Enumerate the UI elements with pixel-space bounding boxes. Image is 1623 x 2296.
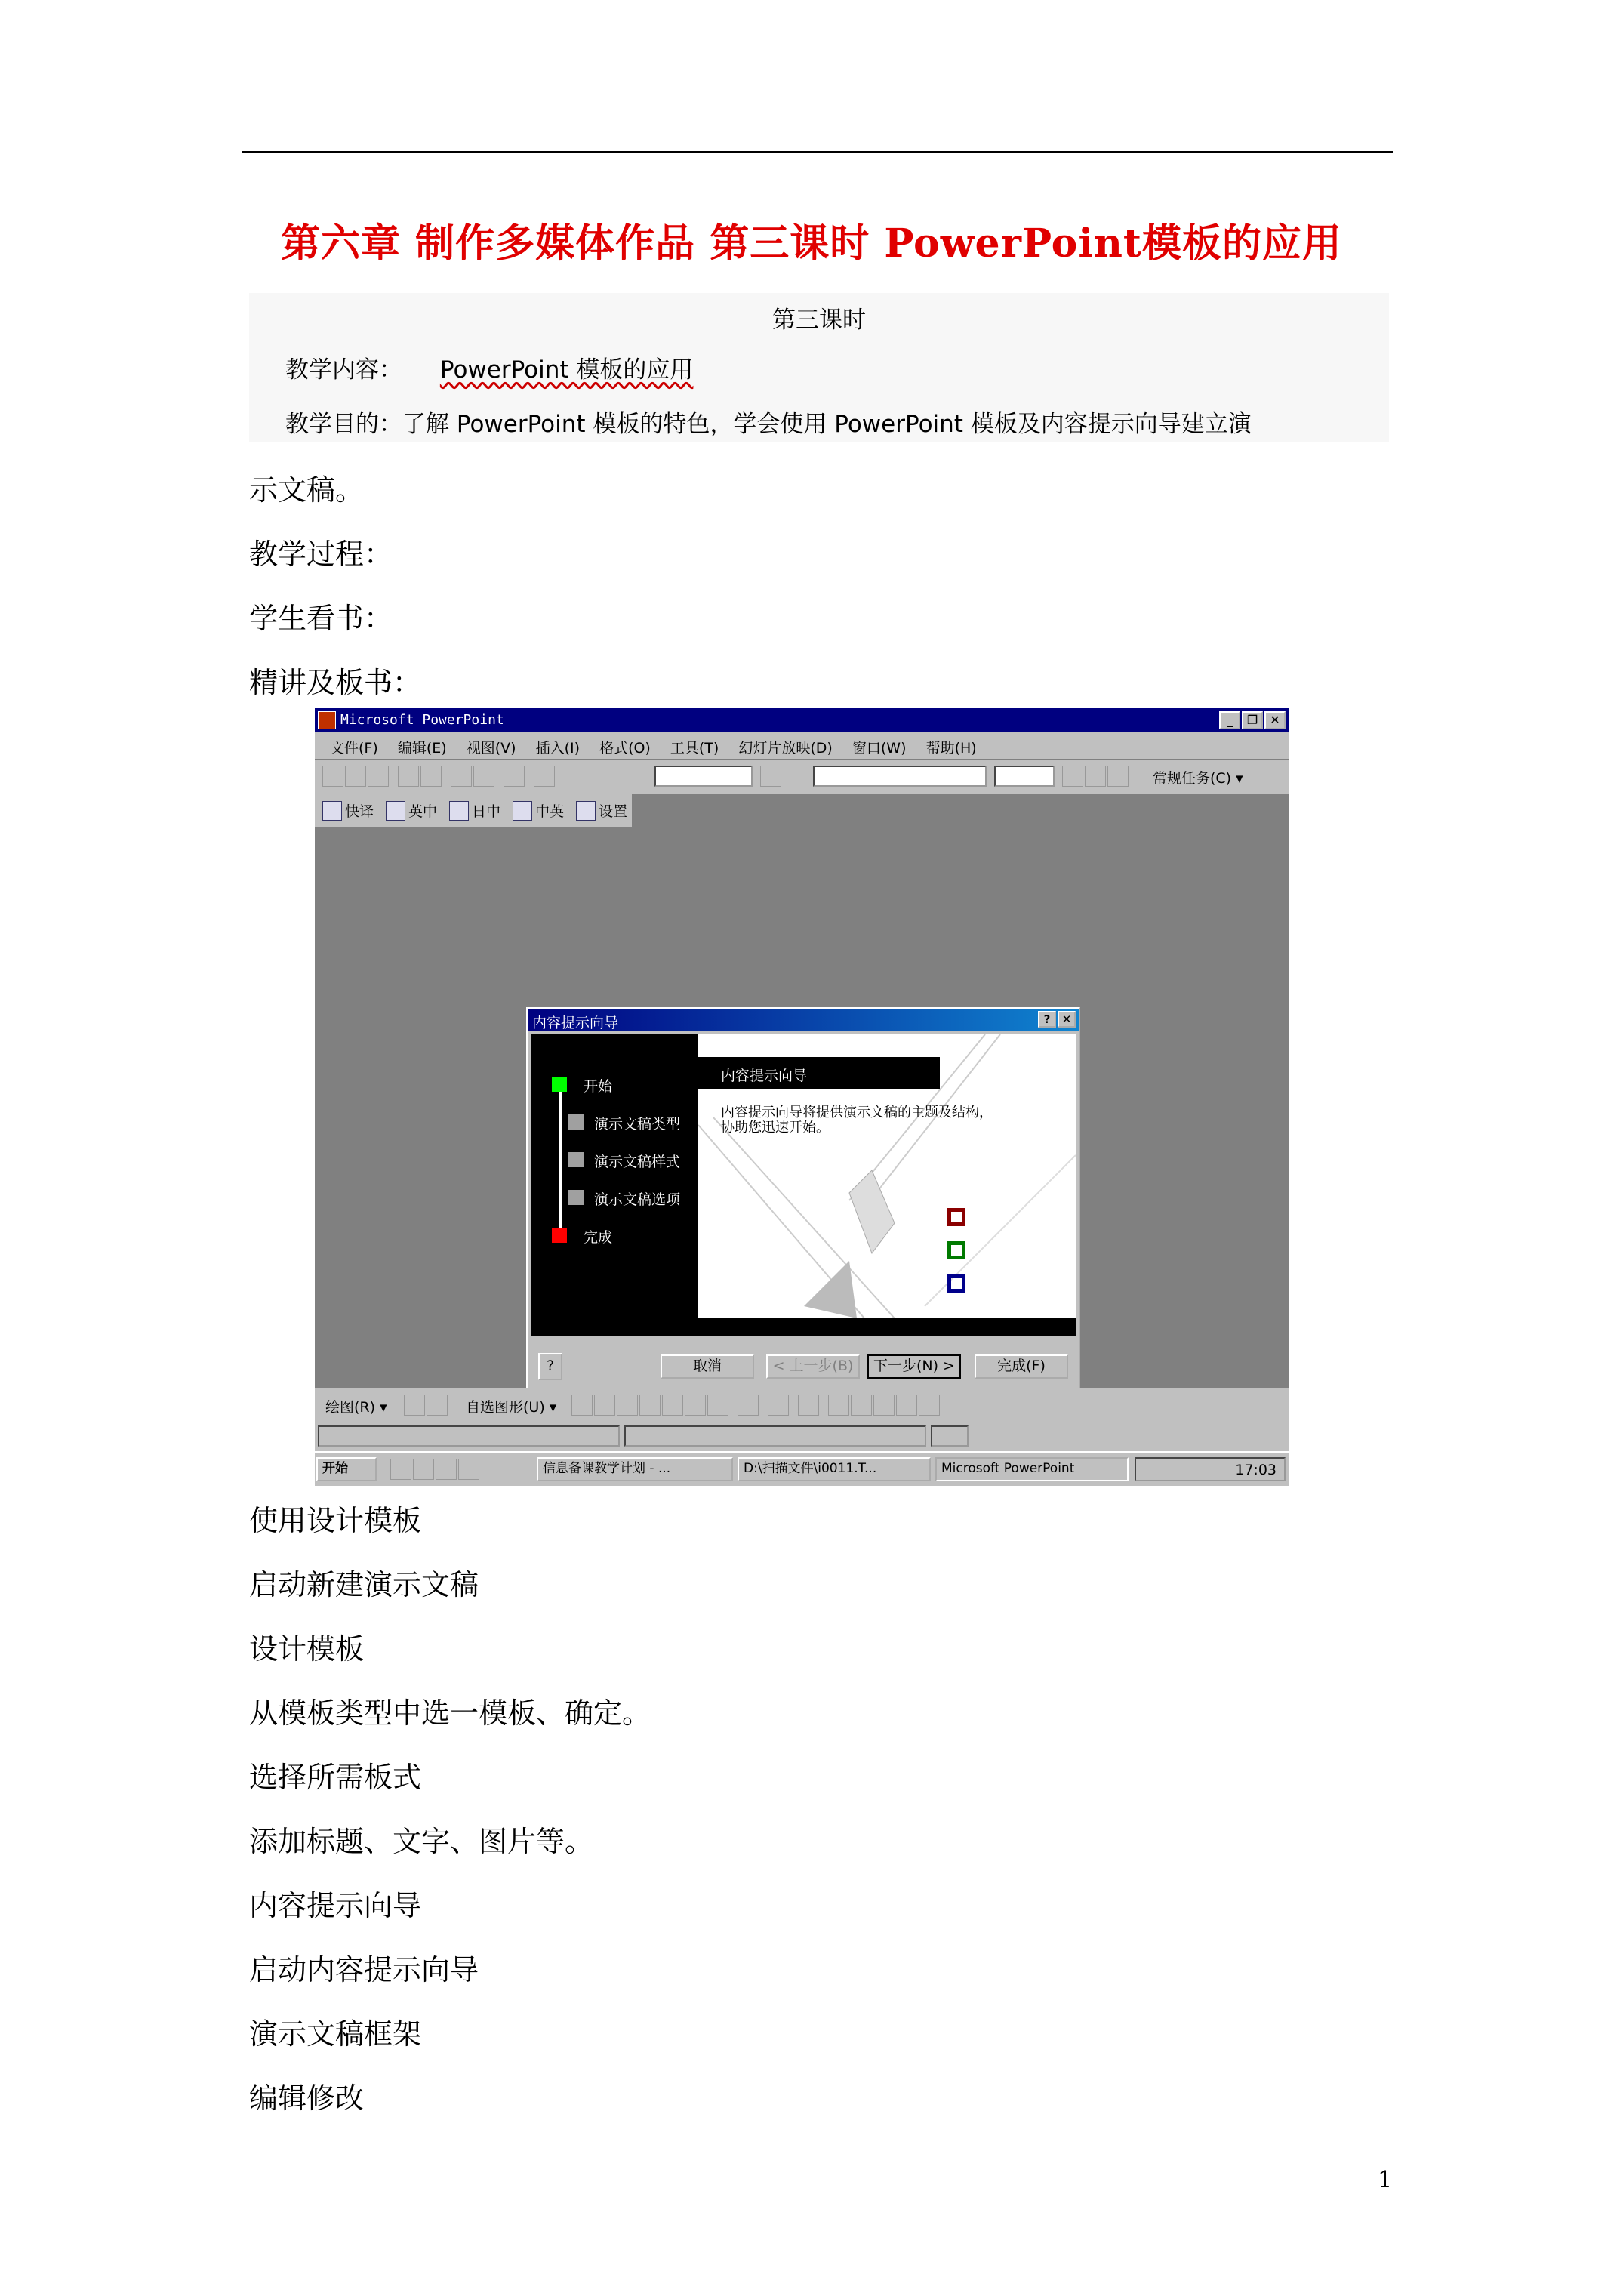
font-dropdown[interactable]	[813, 766, 987, 787]
settings-icon	[576, 801, 596, 821]
paragraph: 示文稿。	[249, 473, 365, 507]
menu-bar	[315, 732, 1289, 760]
arrow-style-icon[interactable]	[873, 1395, 895, 1416]
step-type[interactable]: 演示文稿类型	[594, 1116, 681, 1133]
translate-ja-zh[interactable]: 日中	[449, 800, 500, 821]
save-icon[interactable]	[368, 766, 389, 787]
line-style-icon[interactable]	[828, 1395, 849, 1416]
step-finish[interactable]: 完成	[584, 1229, 613, 1246]
back-button[interactable]: < 上一步(B)	[766, 1354, 860, 1379]
next-button[interactable]: 下一步(N) >	[867, 1354, 961, 1379]
taskbar-item-word[interactable]: 信息备课教学计划 - ...	[537, 1457, 733, 1481]
translate-settings[interactable]: 设置	[576, 800, 627, 821]
dialog-footer	[528, 1338, 1079, 1392]
translate-icon	[386, 801, 405, 821]
menu-help[interactable]: 帮助(H)	[925, 740, 977, 757]
translate-icon	[449, 801, 469, 821]
fill-color-icon[interactable]	[738, 1395, 759, 1416]
dialog-title: 内容提示向导	[532, 1015, 619, 1031]
paragraph: 教学过程：	[249, 538, 393, 571]
step-finish-marker	[552, 1228, 567, 1243]
autoshape-menu[interactable]: 自选图形(U) ▾	[466, 1399, 557, 1416]
zoom-dropdown[interactable]	[654, 766, 753, 787]
spelling-icon[interactable]	[420, 766, 442, 787]
paste-icon[interactable]	[473, 766, 494, 787]
content-row	[285, 350, 693, 384]
hyperlink-icon[interactable]	[534, 766, 555, 787]
system-tray	[1135, 1457, 1286, 1481]
document-title: 第六章 制作多媒体作品 第三课时 PowerPoint模板的应用	[281, 220, 1342, 267]
font-color-icon[interactable]	[798, 1395, 819, 1416]
textbox-icon[interactable]	[662, 1395, 683, 1416]
oval-icon[interactable]	[639, 1395, 661, 1416]
powerpoint-icon	[318, 711, 336, 729]
green-square-icon	[947, 1241, 965, 1259]
paragraph: 使用设计模板	[249, 1504, 422, 1537]
standard-toolbar	[315, 760, 1289, 794]
workspace	[315, 827, 1289, 1374]
scanned-heading	[249, 293, 1389, 442]
menu-format[interactable]: 格式(O)	[599, 740, 651, 757]
windows-taskbar	[315, 1451, 1289, 1486]
menu-view[interactable]: 视图(V)	[466, 740, 516, 757]
menu-insert[interactable]: 插入(I)	[535, 740, 581, 757]
line-color-icon[interactable]	[768, 1395, 789, 1416]
wizard-panel	[698, 1034, 1076, 1318]
panel-description: 内容提示向导将提供演示文稿的主题及结构，协助您迅速开始。	[721, 1105, 993, 1136]
panel-header	[698, 1057, 940, 1089]
undo-icon[interactable]	[504, 766, 525, 787]
clock: 17:03	[1235, 1462, 1277, 1478]
goal-row: 教学目的：了解 PowerPoint 模板的特色，学会使用 PowerPoint 模板及内容提示向导建立演	[285, 411, 1252, 438]
paragraph: 精讲及板书：	[249, 666, 422, 699]
menu-file[interactable]: 文件(F)	[330, 740, 378, 757]
clipart-icon[interactable]	[707, 1395, 728, 1416]
paragraph: 启动新建演示文稿	[249, 1568, 479, 1601]
paragraph: 启动内容提示向导	[249, 1953, 479, 1986]
content-value: PowerPoint 模板的应用	[439, 356, 694, 384]
outlook-icon[interactable]	[413, 1459, 434, 1480]
channels-icon[interactable]	[436, 1459, 457, 1480]
print-icon[interactable]	[398, 766, 419, 787]
powerpoint-screenshot	[315, 708, 1289, 1486]
start-button[interactable]: 开始	[316, 1457, 377, 1481]
line-icon[interactable]	[571, 1395, 593, 1416]
template-icons	[947, 1208, 965, 1308]
blue-square-icon	[947, 1274, 965, 1293]
help-icon[interactable]	[760, 766, 781, 787]
close-button[interactable]: ✕	[1264, 711, 1286, 729]
step-marker	[568, 1114, 584, 1130]
rotate-icon[interactable]	[427, 1395, 448, 1416]
dialog-body	[531, 1034, 1076, 1336]
restore-button[interactable]: ❐	[1242, 711, 1263, 729]
status-cell	[318, 1425, 620, 1447]
underline-icon[interactable]	[1107, 766, 1129, 787]
select-arrow-icon[interactable]	[404, 1395, 425, 1416]
drawing-toolbar	[315, 1388, 1289, 1422]
translate-toolbar	[315, 794, 632, 827]
page-number: 1	[1378, 2167, 1393, 2193]
paragraph: 选择所需板式	[249, 1761, 422, 1794]
menu-slideshow[interactable]: 幻灯片放映(D)	[738, 740, 833, 757]
content-label: 教学内容：	[285, 356, 402, 384]
paragraph: 内容提示向导	[249, 1889, 422, 1922]
window-title: Microsoft PowerPoint	[340, 712, 504, 728]
wordart-icon[interactable]	[685, 1395, 706, 1416]
dialog-titlebar	[528, 1009, 1079, 1031]
paragraph: 设计模板	[249, 1632, 365, 1666]
translate-icon	[322, 801, 342, 821]
paragraph: 添加标题、文字、图片等。	[249, 1825, 594, 1858]
status-cell	[624, 1425, 926, 1447]
header-rule	[242, 151, 1393, 153]
step-start-marker	[552, 1077, 567, 1092]
3d-icon[interactable]	[919, 1395, 940, 1416]
window-controls	[1219, 711, 1286, 729]
paragraph: 学生看书：	[249, 602, 393, 635]
translate-quick[interactable]: 快译	[322, 800, 374, 821]
status-bar	[315, 1421, 1289, 1451]
minimize-button[interactable]: _	[1219, 711, 1240, 729]
paragraph: 演示文稿框架	[249, 2017, 422, 2051]
paragraph: 从模板类型中选一模板、确定。	[249, 1697, 651, 1730]
status-cell	[931, 1425, 969, 1447]
step-start[interactable]: 开始	[584, 1078, 613, 1095]
open-icon[interactable]	[345, 766, 366, 787]
menu-window[interactable]: 窗口(W)	[852, 740, 907, 757]
translate-en-zh[interactable]: 英中	[386, 800, 437, 821]
help-button[interactable]: ?	[538, 1353, 562, 1380]
step-marker	[568, 1190, 584, 1205]
shadow-icon[interactable]	[896, 1395, 917, 1416]
panel-header-text: 内容提示向导	[721, 1068, 808, 1084]
menu-edit[interactable]: 编辑(E)	[397, 740, 447, 757]
font-size-dropdown[interactable]	[994, 766, 1055, 787]
translate-zh-en[interactable]: 中英	[513, 800, 564, 821]
lesson-label: 第三课时	[772, 307, 866, 334]
dialog-help-button[interactable]: ?	[1038, 1011, 1056, 1028]
dash-style-icon[interactable]	[851, 1395, 872, 1416]
step-marker	[568, 1152, 584, 1167]
draw-menu[interactable]: 绘图(R) ▾	[325, 1399, 387, 1416]
step-style[interactable]: 演示文稿样式	[594, 1154, 681, 1170]
autocontent-wizard-dialog	[526, 1007, 1080, 1394]
common-tasks-button[interactable]: 常规任务(C) ▾	[1153, 770, 1243, 787]
step-options[interactable]: 演示文稿选项	[594, 1191, 681, 1208]
desktop-icon[interactable]	[458, 1459, 479, 1480]
translate-icon	[513, 801, 532, 821]
copy-icon[interactable]	[451, 766, 472, 787]
ie-icon[interactable]	[390, 1459, 411, 1480]
new-icon[interactable]	[322, 766, 343, 787]
window-titlebar	[315, 708, 1289, 732]
menu-tools[interactable]: 工具(T)	[670, 740, 719, 757]
taskbar-item-powerpoint[interactable]: Microsoft PowerPoint	[935, 1457, 1129, 1481]
taskbar-item-scan[interactable]: D:\扫描文件\i0011.T...	[738, 1457, 931, 1481]
rectangle-icon[interactable]	[617, 1395, 638, 1416]
dialog-close-button[interactable]: ✕	[1058, 1011, 1076, 1028]
paragraph: 编辑修改	[249, 2082, 365, 2115]
italic-icon[interactable]	[1085, 766, 1106, 787]
finish-button[interactable]: 完成(F)	[975, 1354, 1068, 1379]
red-square-icon	[947, 1208, 965, 1226]
bold-icon[interactable]	[1062, 766, 1083, 787]
arrow-icon[interactable]	[594, 1395, 615, 1416]
cancel-button[interactable]: 取消	[661, 1354, 754, 1379]
